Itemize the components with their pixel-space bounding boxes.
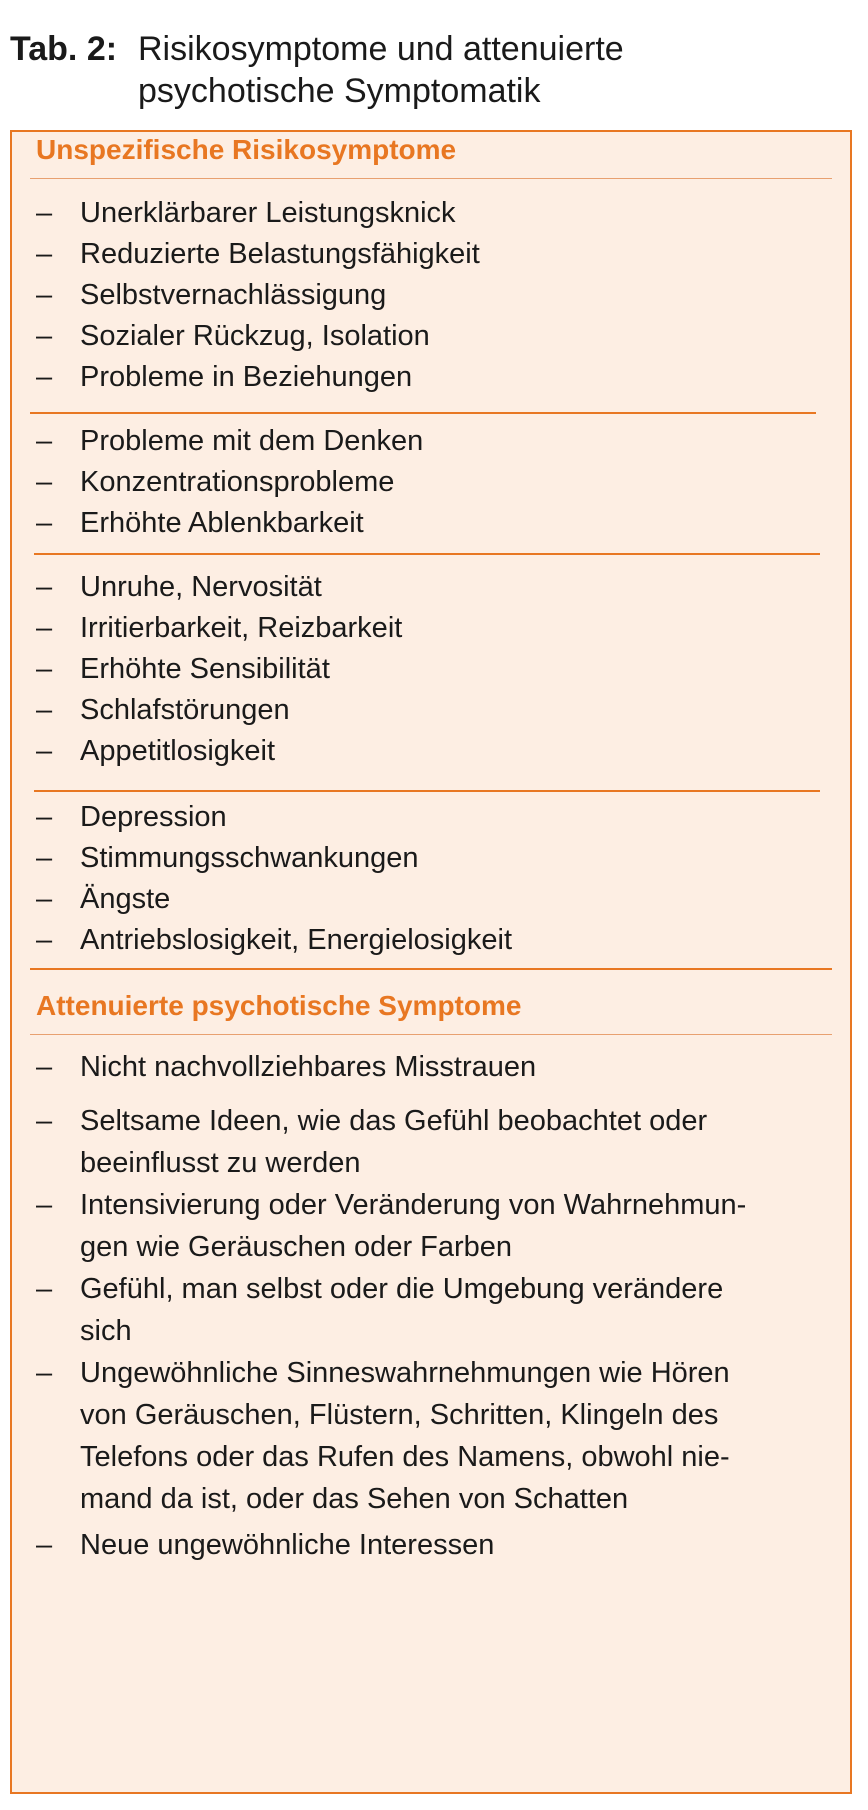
list-item-line: von Geräuschen, Flüstern, Schritten, Klingeln des	[80, 1399, 719, 1431]
risk-symptoms-heading: Unspezifische Risikosymptome	[36, 134, 457, 165]
list-item-text: Depression	[80, 801, 227, 833]
table-title	[138, 28, 838, 112]
list-dash: –	[36, 1105, 53, 1137]
list-item-text: Erhöhte Ablenkbarkeit	[80, 507, 364, 539]
list-item-line: gen wie Geräuschen oder Farben	[80, 1231, 513, 1263]
list-item-text: Antriebslosigkeit, Energielosigkeit	[80, 924, 512, 956]
list-item-text: Schlafstörungen	[80, 694, 290, 726]
group-divider	[34, 790, 820, 792]
list-item-text: Probleme mit dem Denken	[80, 425, 424, 457]
list-item-text: Ängste	[80, 883, 171, 915]
list-dash: –	[36, 735, 53, 767]
list-item-text	[80, 1184, 840, 1268]
symptom-table-box	[10, 130, 852, 1794]
list-item-line: Telefons oder das Rufen des Namens, obwohl nie-	[80, 1441, 730, 1473]
list-item-line: Seltsame Ideen, wie das Gefühl beobachtet oder	[80, 1105, 708, 1137]
group-divider	[34, 553, 820, 555]
list-item-text	[80, 1524, 840, 1566]
list-dash: –	[36, 883, 53, 915]
list-item-line: sich	[80, 1315, 132, 1347]
section-divider	[30, 968, 832, 970]
list-item-text	[80, 1352, 840, 1520]
psychotic-symptoms-heading: Attenuierte psychotische Symptome	[36, 990, 522, 1021]
list-item-text: Selbstvernachlässigung	[80, 279, 387, 311]
list-item-line: beeinflusst zu werden	[80, 1147, 361, 1179]
list-item-text: Appetitlosigkeit	[80, 735, 276, 767]
list-dash: –	[36, 1189, 53, 1221]
list-dash: –	[36, 694, 53, 726]
list-dash: –	[36, 425, 53, 457]
list-dash: –	[36, 507, 53, 539]
list-item-text	[80, 1268, 840, 1352]
list-item-line: Gefühl, man selbst oder die Umgebung verändere	[80, 1273, 724, 1305]
list-dash: –	[36, 1357, 53, 1389]
list-item-text: Konzentrationsprobleme	[80, 466, 395, 498]
list-dash: –	[36, 238, 53, 270]
list-dash: –	[36, 801, 53, 833]
list-dash: –	[36, 197, 53, 229]
list-dash: –	[36, 361, 53, 393]
table-title-line-1: Risikosymptome und attenuierte	[138, 30, 624, 68]
heading-divider	[30, 1034, 832, 1035]
list-dash: –	[36, 612, 53, 644]
list-dash: –	[36, 842, 53, 874]
table-number: Tab. 2:	[10, 30, 118, 68]
list-dash: –	[36, 924, 53, 956]
list-item-line: Ungewöhnliche Sinneswahrnehmungen wie Hören	[80, 1357, 730, 1389]
list-dash: –	[36, 279, 53, 311]
list-item-line: Intensivierung oder Veränderung von Wahrnehmun-	[80, 1189, 747, 1221]
table-title-line-2: psychotische Symptomatik	[138, 72, 541, 110]
list-item-text: Unerklärbarer Leistungsknick	[80, 197, 456, 229]
list-item-text: Unruhe, Nervosität	[80, 571, 322, 603]
list-item-line: Nicht nachvollziehbares Misstrauen	[80, 1051, 537, 1083]
list-item-text	[80, 1046, 840, 1088]
list-dash: –	[36, 1273, 53, 1305]
list-dash: –	[36, 320, 53, 352]
list-item-text: Irritierbarkeit, Reizbarkeit	[80, 612, 403, 644]
list-item-line: mand da ist, oder das Sehen von Schatten	[80, 1483, 629, 1515]
list-item-text: Stimmungsschwankungen	[80, 842, 419, 874]
list-item-line: Neue ungewöhnliche Interessen	[80, 1529, 495, 1561]
heading-divider	[30, 178, 832, 179]
list-dash: –	[36, 466, 53, 498]
list-item-text: Probleme in Beziehungen	[80, 361, 413, 393]
list-item-text	[80, 1100, 840, 1184]
list-dash: –	[36, 1529, 53, 1561]
group-divider	[30, 412, 816, 414]
list-item-text: Erhöhte Sensibilität	[80, 653, 330, 685]
list-dash: –	[36, 653, 53, 685]
list-item-text: Reduzierte Belastungsfähigkeit	[80, 238, 480, 270]
list-dash: –	[36, 1051, 53, 1083]
list-item-text: Sozialer Rückzug, Isolation	[80, 320, 430, 352]
list-dash: –	[36, 571, 53, 603]
